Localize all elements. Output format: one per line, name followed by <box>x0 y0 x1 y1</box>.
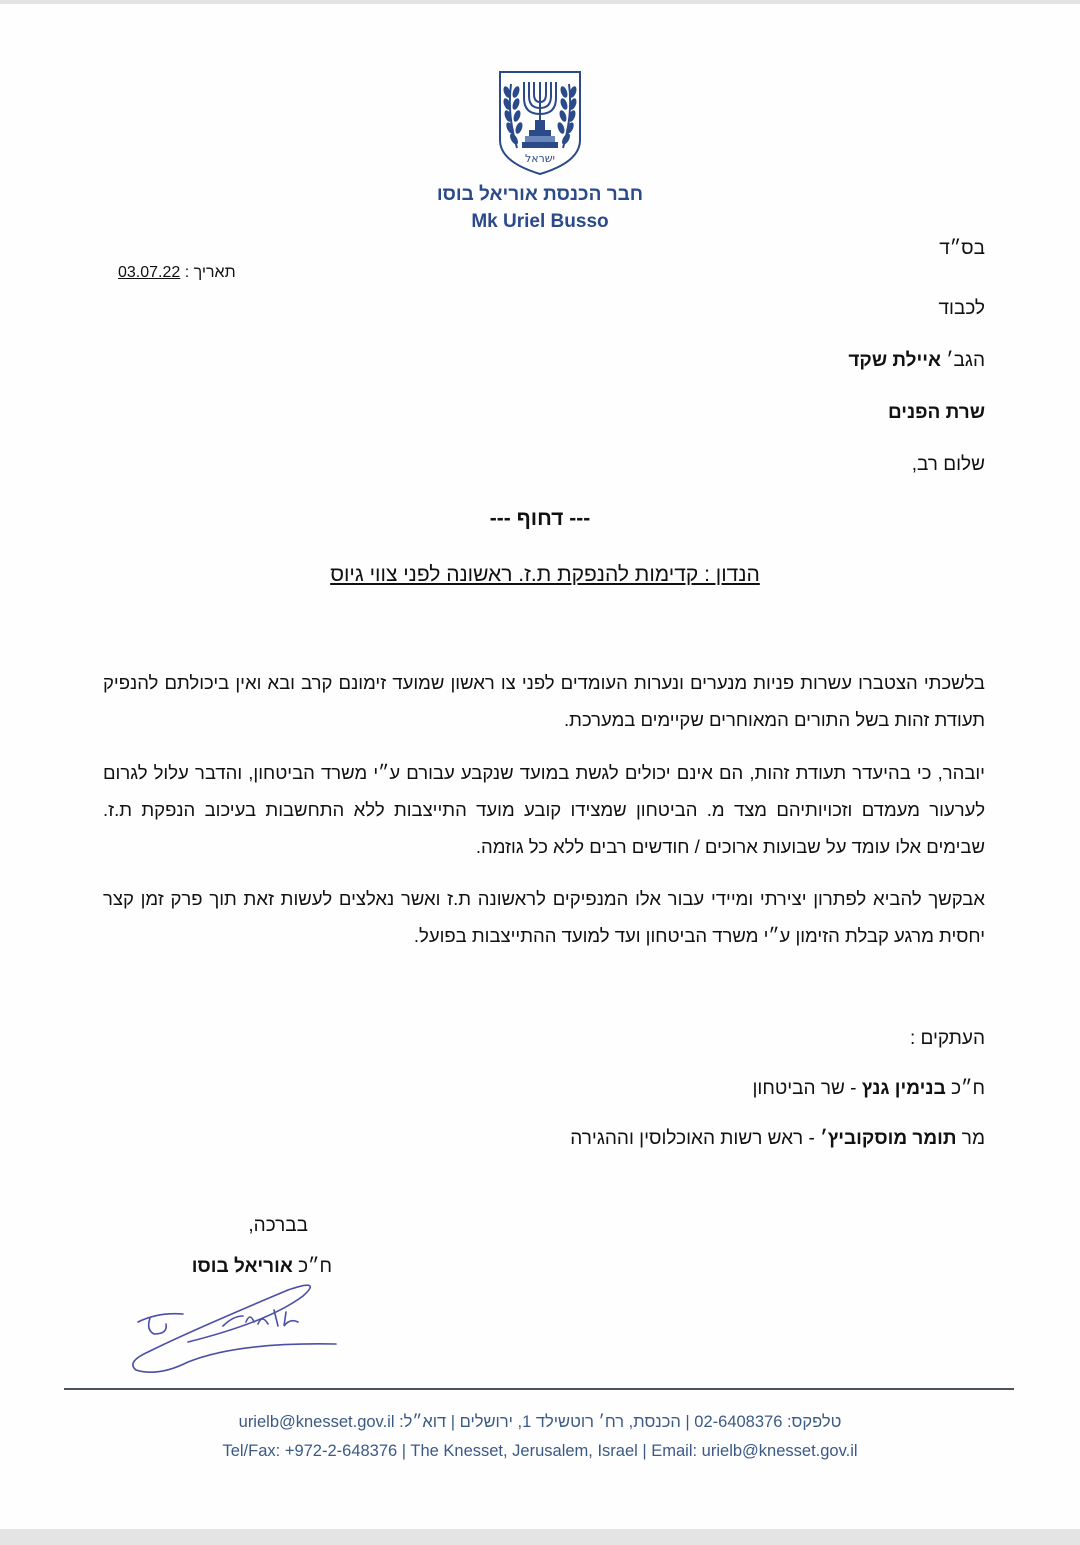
svg-text:ישראל: ישראל <box>524 152 556 165</box>
copy-role: - שר הביטחון <box>752 1078 857 1099</box>
bsd-heading: בס״ד <box>939 238 985 259</box>
copy-name: תומר מוסקוביץ׳ <box>820 1128 957 1149</box>
mk-name-hebrew: חבר הכנסת אוריאל בוסו <box>436 184 644 205</box>
urgent-label: --- דחוף --- <box>489 507 591 530</box>
date-value: 03.07.22 <box>118 264 181 281</box>
copy-prefix: מר <box>961 1128 985 1149</box>
greeting: שלום רב, <box>911 454 985 475</box>
date-line <box>118 264 236 282</box>
recipient <box>848 350 985 372</box>
footer-english-contact: Tel/Fax: +972-2-648376 | The Knesset, Jerusalem, Israel | Email: urielb@knesset.gov.il <box>222 1442 858 1460</box>
recipient-name: איילת שקד <box>848 350 941 371</box>
closing: בברכה, <box>248 1215 308 1236</box>
recipient-prefix: הגב׳ <box>946 350 985 371</box>
body-paragraph-3: אבקשך להביא לפתרון יצירתי ומיידי עבור אלו המנפיקים לראשונה ת.ז ואשר נאלצים לעשות זאת תוך פרק זמן קצר יחסית מרגע קבלת הזימון ע״י משרד הביטחון ועד למועד ההתייצבות בפועל. <box>103 888 985 946</box>
footer-hebrew-contact: טלפקס: 02-6408376 | הכנסת, רח׳ רוטשילד 1, ירושלים | דוא״ל: urielb@knesset.gov.il <box>238 1413 842 1431</box>
signer-name: אוריאל בוסו <box>191 1256 293 1277</box>
mk-name-english: Mk Uriel Busso <box>471 211 609 232</box>
copy-prefix: ח״כ <box>951 1078 985 1099</box>
copy-recipient-1 <box>752 1078 985 1100</box>
copy-name: בנימין גנץ <box>861 1078 946 1099</box>
recipient-title: שרת הפנים <box>887 402 985 423</box>
body-paragraph-2: יובהר, כי בהיעדר תעודת זהות, הם אינם יכולים לגשת במועד שנקבע עבורם ע״י משרד הביטחון, והדבר עלול לגרום לערעור מעמדם וזכויותיהם מצד מ. הביטחון שמצידו קובע מועד התייצבות ללא התחשבות בעיכוב הנפקת ת.ז. שבימים אלו עומד על שבועות ארוכים / חודשים רבים ללא כל גוזמה. <box>103 762 985 857</box>
signature-icon <box>128 1282 343 1377</box>
to-label: לכבוד <box>938 298 985 319</box>
footer-divider <box>64 1388 1014 1390</box>
israel-emblem-icon <box>497 70 583 176</box>
copy-recipient-2 <box>570 1128 985 1150</box>
copy-role: - ראש רשות האוכלוסין וההגירה <box>570 1128 815 1149</box>
subject-line: הנדון : קדימות להנפקת ת.ז. ראשונה לפני צווי גיוס <box>330 563 760 586</box>
date-label: תאריך : <box>184 264 236 281</box>
signer <box>192 1256 332 1278</box>
body-paragraph-1: בלשכתי הצטברו עשרות פניות מנערים ונערות העומדים לפני צו ראשון שמועד זימונם קרב ובא ואין ביכולתם להנפיק תעודת זהות בשל התורים המאוחרים שקיימים במערכת. <box>103 672 985 730</box>
letter-page <box>0 4 1080 1529</box>
copies-label: העתקים : <box>909 1028 985 1049</box>
signer-prefix: ח״כ <box>298 1256 332 1277</box>
